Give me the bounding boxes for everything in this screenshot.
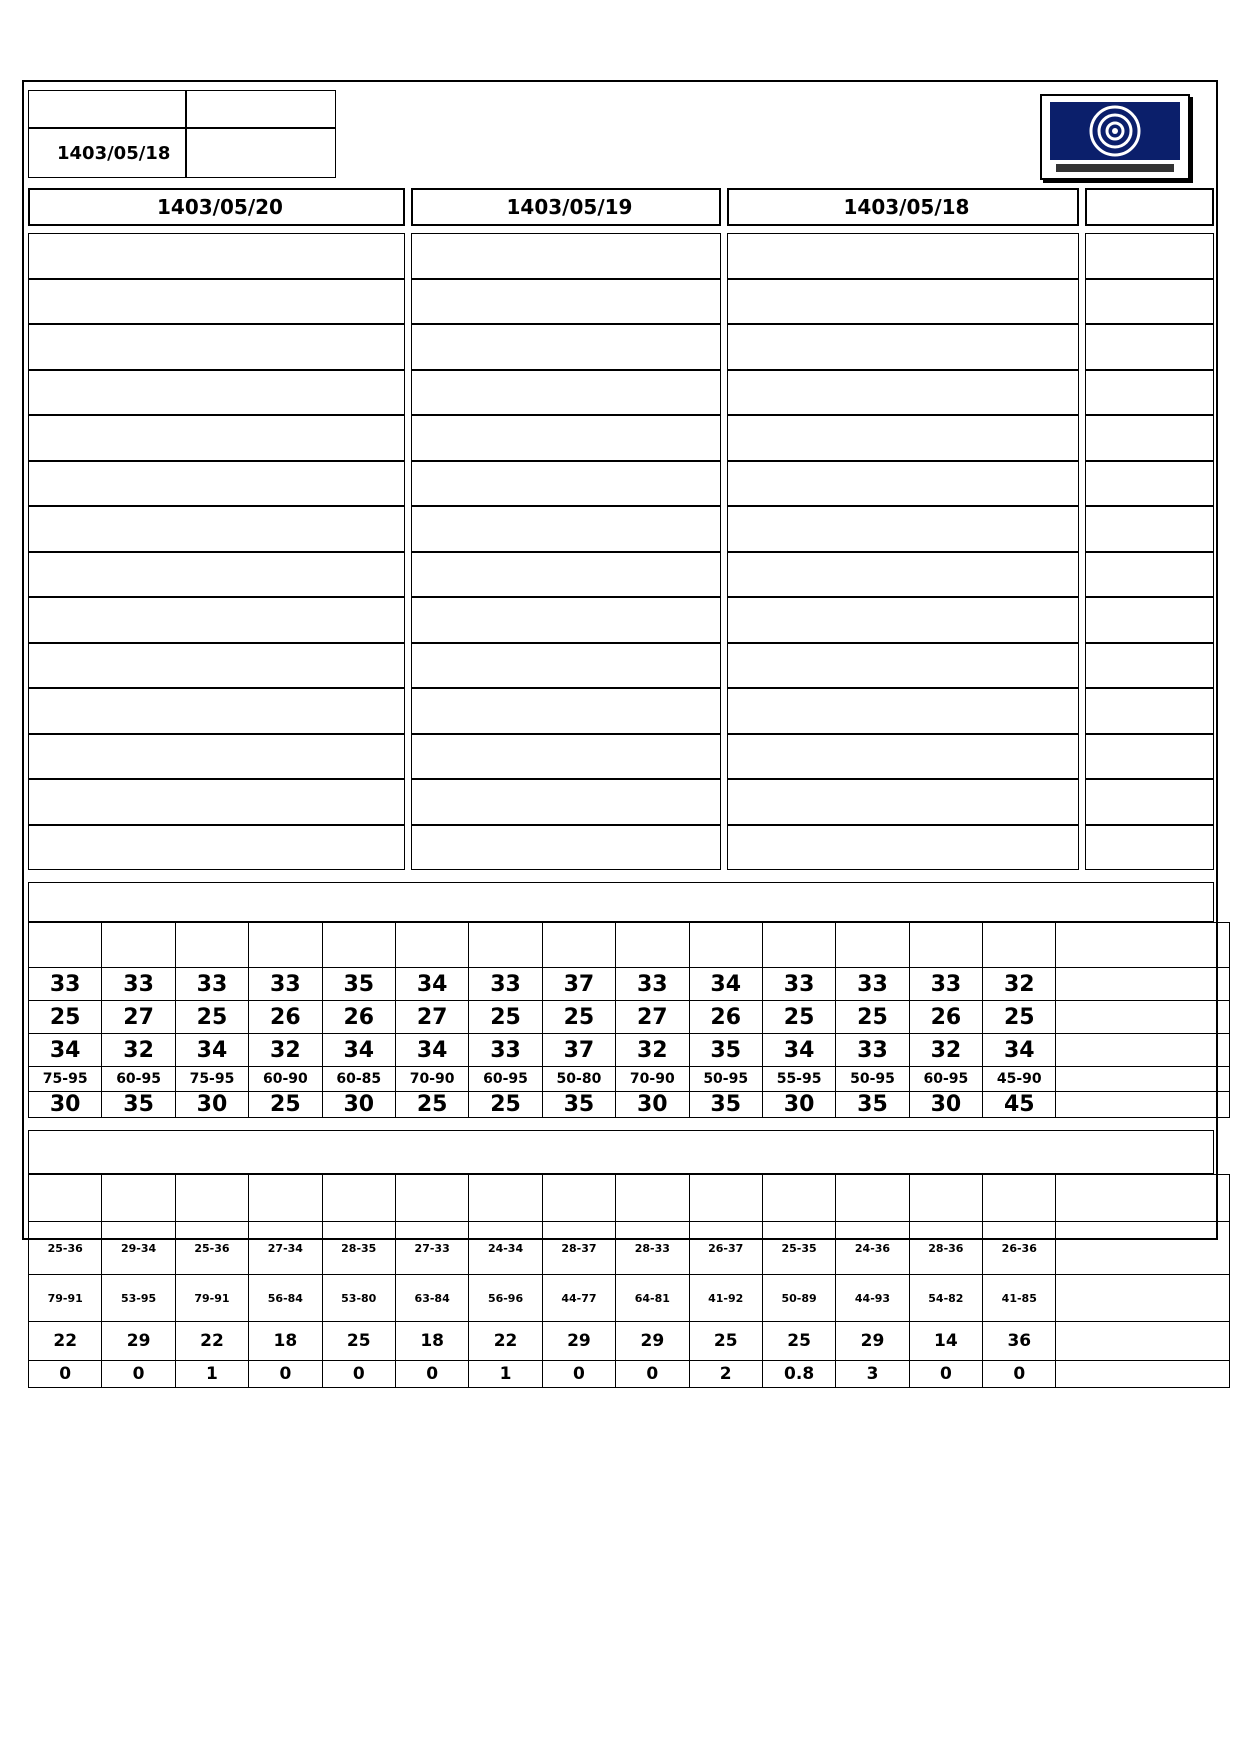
param-value: 27 xyxy=(616,1001,689,1034)
forecast-cell-day1 xyxy=(727,279,1079,325)
param-label xyxy=(1056,1222,1229,1275)
forecast-cell-day2 xyxy=(411,279,721,325)
param-col-header xyxy=(322,1175,395,1222)
param-value: 26-37 xyxy=(689,1222,762,1275)
param-corner xyxy=(1056,1175,1229,1222)
param-value: 30 xyxy=(762,1092,835,1118)
param-value: 79-91 xyxy=(175,1275,248,1322)
param-col-header xyxy=(909,923,982,968)
param-value: 33 xyxy=(469,968,542,1001)
forecast-72h-table xyxy=(28,188,1214,878)
param-value: 64-81 xyxy=(616,1275,689,1322)
param-value: 75-95 xyxy=(29,1067,102,1092)
param-col-header xyxy=(469,1175,542,1222)
param-value: 60-95 xyxy=(469,1067,542,1092)
param-col-header xyxy=(689,923,762,968)
number-label-box xyxy=(186,90,336,128)
forecast-cell-day2 xyxy=(411,506,721,552)
param-value: 56-84 xyxy=(249,1275,322,1322)
param-row xyxy=(29,1092,1230,1118)
param-value: 60-90 xyxy=(249,1067,322,1092)
param-value: 50-95 xyxy=(836,1067,909,1092)
param-value: 35 xyxy=(102,1092,175,1118)
forecast-cell-day1 xyxy=(727,734,1079,780)
param-value: 30 xyxy=(175,1092,248,1118)
param-value: 60-95 xyxy=(909,1067,982,1092)
forecast-cell-day3 xyxy=(28,370,405,416)
param-value: 34 xyxy=(395,1034,468,1067)
past24-table xyxy=(28,1174,1230,1388)
param-value: 0 xyxy=(395,1361,468,1388)
param-value: 26 xyxy=(249,1001,322,1034)
param-value: 0 xyxy=(983,1361,1056,1388)
forecast-cell-day3 xyxy=(28,779,405,825)
param-col-header xyxy=(542,1175,615,1222)
param-value: 37 xyxy=(542,1034,615,1067)
param-value: 35 xyxy=(542,1092,615,1118)
param-col-header xyxy=(29,923,102,968)
param-col-header xyxy=(102,923,175,968)
param-col-header xyxy=(836,923,909,968)
param-value: 0 xyxy=(909,1361,982,1388)
param-value: 44-77 xyxy=(542,1275,615,1322)
param-value: 32 xyxy=(983,968,1056,1001)
param-value: 25 xyxy=(762,1001,835,1034)
param-row xyxy=(29,1322,1230,1361)
param-value: 25 xyxy=(249,1092,322,1118)
param-value: 25 xyxy=(175,1001,248,1034)
param-col-header xyxy=(542,923,615,968)
forecast-cell-day2 xyxy=(411,461,721,507)
forecast-cell-day3 xyxy=(28,825,405,871)
param-col-header xyxy=(909,1175,982,1222)
page-title xyxy=(340,96,1000,136)
param-value: 26-36 xyxy=(983,1222,1056,1275)
city-name xyxy=(1085,552,1214,598)
forecast-cell-day1 xyxy=(727,370,1079,416)
param-value: 45-90 xyxy=(983,1067,1056,1092)
param-value: 33 xyxy=(249,968,322,1001)
param-label xyxy=(1056,1322,1229,1361)
param-col-header xyxy=(762,923,835,968)
param-value: 30 xyxy=(909,1092,982,1118)
param-value: 2 xyxy=(689,1361,762,1388)
param-value: 34 xyxy=(29,1034,102,1067)
forecast-cell-day2 xyxy=(411,552,721,598)
day-header-3: 1403/05/20 xyxy=(28,188,405,226)
forecast-cell-day1 xyxy=(727,779,1079,825)
param-value: 60-95 xyxy=(102,1067,175,1092)
param-value: 60-85 xyxy=(322,1067,395,1092)
param-col-header xyxy=(395,923,468,968)
param-value: 32 xyxy=(102,1034,175,1067)
param-value: 27-33 xyxy=(395,1222,468,1275)
param-value: 29 xyxy=(616,1322,689,1361)
param-corner xyxy=(1056,923,1229,968)
param-value: 33 xyxy=(469,1034,542,1067)
forecast-cell-day3 xyxy=(28,461,405,507)
param-value: 33 xyxy=(909,968,982,1001)
param-value: 29 xyxy=(836,1322,909,1361)
param-value: 29-34 xyxy=(102,1222,175,1275)
forecast-cell-day2 xyxy=(411,370,721,416)
forecast-cell-day1 xyxy=(727,415,1079,461)
param-row xyxy=(29,1001,1230,1034)
forecast-cell-day3 xyxy=(28,643,405,689)
param-value: 34 xyxy=(689,968,762,1001)
param-label xyxy=(1056,1275,1229,1322)
param-value: 55-95 xyxy=(762,1067,835,1092)
param-value: 53-95 xyxy=(102,1275,175,1322)
param-value: 25 xyxy=(29,1001,102,1034)
param-value: 1 xyxy=(469,1361,542,1388)
param-value: 25 xyxy=(983,1001,1056,1034)
param-value: 25-35 xyxy=(762,1222,835,1275)
forecast-cell-day3 xyxy=(28,279,405,325)
param-col-header xyxy=(249,923,322,968)
param-value: 63-84 xyxy=(395,1275,468,1322)
forecast-cell-day2 xyxy=(411,597,721,643)
param-value: 53-80 xyxy=(322,1275,395,1322)
forecast-cell-day1 xyxy=(727,506,1079,552)
param-label xyxy=(1056,1092,1229,1118)
city-name xyxy=(1085,779,1214,825)
param-value: 37 xyxy=(542,968,615,1001)
param-value: 70-90 xyxy=(395,1067,468,1092)
city-name xyxy=(1085,370,1214,416)
number-value-box xyxy=(28,90,186,128)
param-value: 33 xyxy=(836,1034,909,1067)
param-value: 0 xyxy=(542,1361,615,1388)
param-value: 35 xyxy=(836,1092,909,1118)
param-col-header xyxy=(762,1175,835,1222)
param-label xyxy=(1056,1361,1229,1388)
param-col-header xyxy=(322,923,395,968)
param-value: 25 xyxy=(469,1092,542,1118)
param-value: 33 xyxy=(29,968,102,1001)
param-value: 24-36 xyxy=(836,1222,909,1275)
city-name xyxy=(1085,734,1214,780)
city-name xyxy=(1085,324,1214,370)
forecast-cell-day3 xyxy=(28,597,405,643)
city-name xyxy=(1085,825,1214,871)
logo xyxy=(1040,94,1190,180)
param-col-header xyxy=(29,1175,102,1222)
param-col-header xyxy=(983,923,1056,968)
city-name xyxy=(1085,279,1214,325)
city-name xyxy=(1085,506,1214,552)
param-value: 28-36 xyxy=(909,1222,982,1275)
forecast-cell-day2 xyxy=(411,779,721,825)
param-col-header xyxy=(836,1175,909,1222)
param-value: 36 xyxy=(983,1322,1056,1361)
param-label xyxy=(1056,1001,1229,1034)
param-col-header xyxy=(175,923,248,968)
param-value: 41-92 xyxy=(689,1275,762,1322)
param-value: 25-36 xyxy=(29,1222,102,1275)
param-value: 26 xyxy=(909,1001,982,1034)
param-label xyxy=(1056,1067,1229,1092)
forecast-cell-day3 xyxy=(28,415,405,461)
param-value: 25 xyxy=(322,1322,395,1361)
param-value: 0 xyxy=(616,1361,689,1388)
param-col-header xyxy=(616,1175,689,1222)
param-col-header xyxy=(689,1175,762,1222)
param-value: 24-34 xyxy=(469,1222,542,1275)
param-value: 50-95 xyxy=(689,1067,762,1092)
param-value: 34 xyxy=(175,1034,248,1067)
param-value: 0.8 xyxy=(762,1361,835,1388)
param-col-header xyxy=(175,1175,248,1222)
day-header-1: 1403/05/18 xyxy=(727,188,1079,226)
forecast-cell-day1 xyxy=(727,643,1079,689)
param-value: 32 xyxy=(249,1034,322,1067)
param-row xyxy=(29,1067,1230,1092)
param-value: 25 xyxy=(395,1092,468,1118)
param-value: 34 xyxy=(322,1034,395,1067)
forecast-cell-day2 xyxy=(411,825,721,871)
param-value: 34 xyxy=(395,968,468,1001)
param-value: 50-80 xyxy=(542,1067,615,1092)
city-name xyxy=(1085,688,1214,734)
day-header-2: 1403/05/19 xyxy=(411,188,721,226)
param-header-row xyxy=(29,1175,1230,1222)
param-row xyxy=(29,968,1230,1001)
param-value: 25-36 xyxy=(175,1222,248,1275)
logo-emblem-icon xyxy=(1042,96,1188,178)
param-value: 22 xyxy=(175,1322,248,1361)
param-value: 33 xyxy=(836,968,909,1001)
param-row xyxy=(29,1222,1230,1275)
param-value: 32 xyxy=(616,1034,689,1067)
param-value: 33 xyxy=(762,968,835,1001)
date-label-box xyxy=(186,128,336,178)
forecast-cell-day2 xyxy=(411,643,721,689)
forecast-cell-day1 xyxy=(727,461,1079,507)
city-name xyxy=(1085,461,1214,507)
param-value: 33 xyxy=(175,968,248,1001)
forecast-cell-day1 xyxy=(727,688,1079,734)
param-value: 34 xyxy=(762,1034,835,1067)
param-value: 0 xyxy=(322,1361,395,1388)
param-value: 22 xyxy=(29,1322,102,1361)
param-value: 54-82 xyxy=(909,1275,982,1322)
param-value: 33 xyxy=(616,968,689,1001)
forecast-cell-day2 xyxy=(411,415,721,461)
param-value: 25 xyxy=(689,1322,762,1361)
forecast-cell-day1 xyxy=(727,825,1079,871)
forecast-cell-day2 xyxy=(411,233,721,279)
param-value: 34 xyxy=(983,1034,1056,1067)
param-value: 28-37 xyxy=(542,1222,615,1275)
param-value: 27 xyxy=(102,1001,175,1034)
forecast-cell-day3 xyxy=(28,552,405,598)
param-label xyxy=(1056,968,1229,1001)
param-value: 35 xyxy=(689,1092,762,1118)
forecast-cell-day1 xyxy=(727,233,1079,279)
param-row xyxy=(29,1275,1230,1322)
city-name xyxy=(1085,233,1214,279)
param-value: 33 xyxy=(102,968,175,1001)
forecast-cell-day3 xyxy=(28,324,405,370)
param-value: 29 xyxy=(102,1322,175,1361)
param-row xyxy=(29,1361,1230,1388)
param-value: 0 xyxy=(249,1361,322,1388)
param-value: 1 xyxy=(175,1361,248,1388)
city-name xyxy=(1085,415,1214,461)
param-value: 75-95 xyxy=(175,1067,248,1092)
param-value: 30 xyxy=(616,1092,689,1118)
forecast-cell-day3 xyxy=(28,506,405,552)
param-value: 41-85 xyxy=(983,1275,1056,1322)
param-value: 70-90 xyxy=(616,1067,689,1092)
param-value: 25 xyxy=(469,1001,542,1034)
next24-table xyxy=(28,922,1230,1118)
param-value: 44-93 xyxy=(836,1275,909,1322)
param-value: 45 xyxy=(983,1092,1056,1118)
param-value: 22 xyxy=(469,1322,542,1361)
param-col-header xyxy=(102,1175,175,1222)
param-value: 26 xyxy=(689,1001,762,1034)
city-name xyxy=(1085,597,1214,643)
param-value: 35 xyxy=(689,1034,762,1067)
param-value: 14 xyxy=(909,1322,982,1361)
date-value: 1403/05/18 xyxy=(57,143,171,164)
param-value: 56-96 xyxy=(469,1275,542,1322)
city-column-header xyxy=(1085,188,1214,226)
forecast-cell-day2 xyxy=(411,734,721,780)
param-value: 32 xyxy=(909,1034,982,1067)
param-value: 0 xyxy=(102,1361,175,1388)
param-col-header xyxy=(249,1175,322,1222)
forecast-cell-day3 xyxy=(28,688,405,734)
forecast-cell-day1 xyxy=(727,597,1079,643)
param-value: 0 xyxy=(29,1361,102,1388)
param-col-header xyxy=(983,1175,1056,1222)
next24-title xyxy=(28,882,1214,922)
param-value: 79-91 xyxy=(29,1275,102,1322)
param-value: 29 xyxy=(542,1322,615,1361)
param-value: 18 xyxy=(395,1322,468,1361)
date-value-box xyxy=(28,128,186,178)
param-value: 35 xyxy=(322,968,395,1001)
param-value: 3 xyxy=(836,1361,909,1388)
param-col-header xyxy=(616,923,689,968)
param-header-row xyxy=(29,923,1230,968)
forecast-cell-day2 xyxy=(411,324,721,370)
param-value: 26 xyxy=(322,1001,395,1034)
forecast-cell-day2 xyxy=(411,688,721,734)
param-value: 50-89 xyxy=(762,1275,835,1322)
param-value: 25 xyxy=(762,1322,835,1361)
forecast-cell-day1 xyxy=(727,552,1079,598)
param-value: 30 xyxy=(29,1092,102,1118)
param-value: 18 xyxy=(249,1322,322,1361)
past24-title xyxy=(28,1130,1214,1174)
forecast-cell-day1 xyxy=(727,324,1079,370)
forecast-cell-day3 xyxy=(28,734,405,780)
param-value: 28-33 xyxy=(616,1222,689,1275)
param-col-header xyxy=(469,923,542,968)
city-name xyxy=(1085,643,1214,689)
param-value: 30 xyxy=(322,1092,395,1118)
param-label xyxy=(1056,1034,1229,1067)
param-value: 25 xyxy=(542,1001,615,1034)
param-value: 28-35 xyxy=(322,1222,395,1275)
param-value: 27 xyxy=(395,1001,468,1034)
param-value: 25 xyxy=(836,1001,909,1034)
param-col-header xyxy=(395,1175,468,1222)
param-value: 27-34 xyxy=(249,1222,322,1275)
param-row xyxy=(29,1034,1230,1067)
forecast-cell-day3 xyxy=(28,233,405,279)
